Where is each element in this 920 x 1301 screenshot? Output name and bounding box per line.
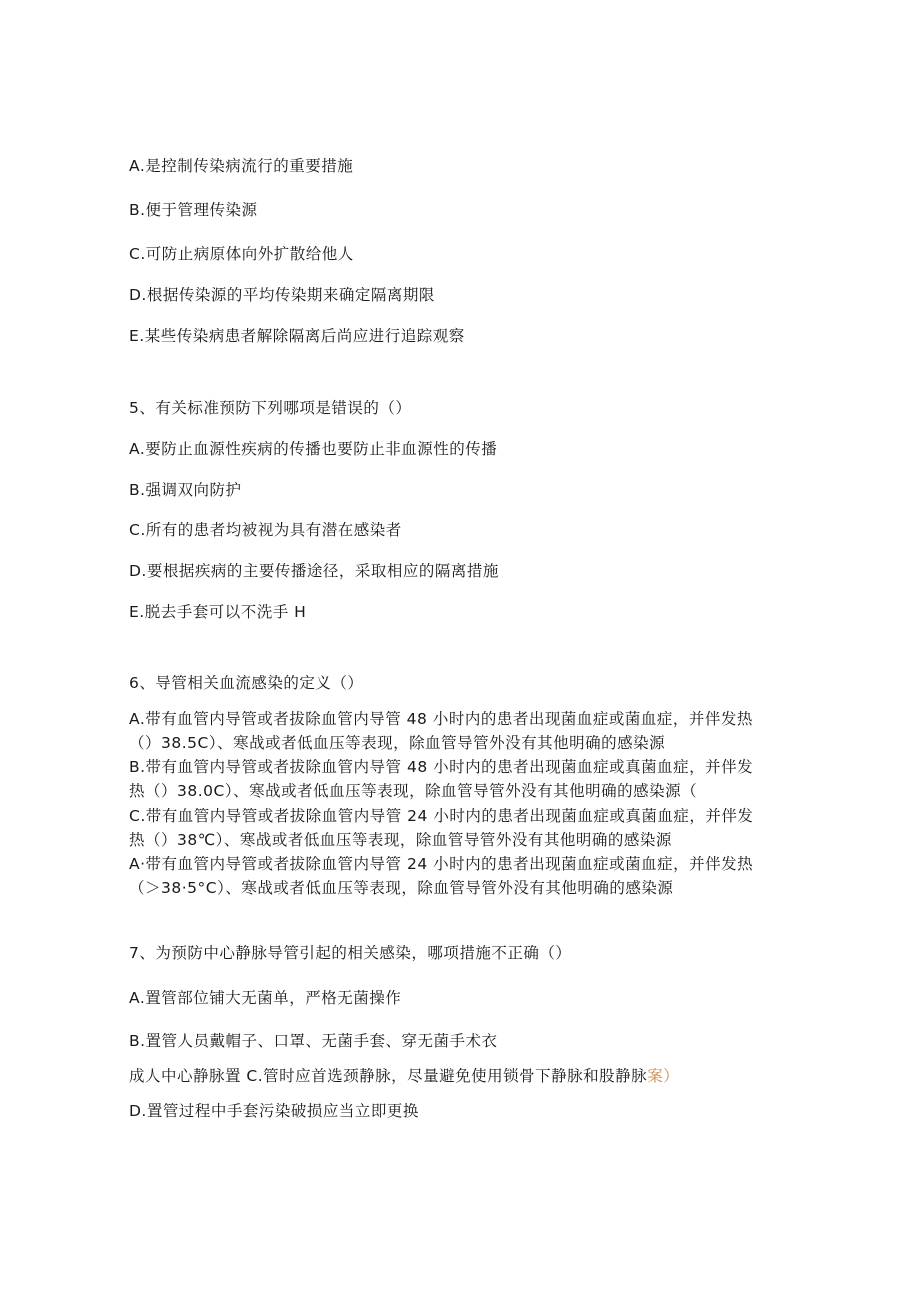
q4-option-d: D.根据传染源的平均传染期来确定隔离期限	[129, 286, 435, 304]
q6-option-c-line2: 热（）38℃）、寒战或者低血压等表现，除血管导管外没有其他明确的感染源	[129, 831, 672, 849]
q6-question: 6、导管相关血流感染的定义（）	[129, 674, 364, 692]
answer-mark: 案）	[647, 1067, 680, 1085]
q6-option-a-line1: A.带有血管内导管或者拔除血管内导管 48 小时内的患者出现菌血症或菌血症，并伴发热	[129, 710, 753, 728]
q7-option-c	[129, 1066, 679, 1086]
q7-option-a: A.置管部位铺大无菌单，严格无菌操作	[129, 989, 402, 1007]
q6-option-d-line1: A·带有血管内导管或者拔除血管内导管 24 小时内的患者出现菌血症或菌血症，并伴发热	[129, 855, 754, 873]
q4-option-b: B.便于管理传染源	[129, 201, 258, 219]
q6-option-a-line2: （）38.5C）、寒战或者低血压等表现，除血管导管外没有其他明确的感染源	[129, 734, 666, 752]
q4-option-a: A.是控制传染病流行的重要措施	[129, 157, 354, 175]
q5-option-a: A.要防止血源性疾病的传播也要防止非血源性的传播	[129, 440, 498, 458]
q7-option-b: B.置管人员戴帽子、口罩、无菌手套、穿无菌手术衣	[129, 1032, 498, 1050]
q7-option-c-text: 成人中心静脉置 C.管时应首选颈静脉，尽量避免使用锁骨下静脉和股静脉	[129, 1067, 648, 1085]
q4-option-e: E.某些传染病患者解除隔离后尚应进行追踪观察	[129, 327, 465, 345]
q5-option-b: B.强调双向防护	[129, 481, 242, 499]
q6-option-c-line1: C.带有血管内导管或者拔除血管内导管 24 小时内的患者出现菌血症或真菌血症，并伴发	[129, 807, 754, 825]
q6-option-b-line2: 热（）38.0C）、寒战或者低血压等表现，除血管导管外没有其他明确的感染源（	[129, 782, 698, 800]
q7-option-d: D.置管过程中手套污染破损应当立即更换	[129, 1102, 419, 1120]
q5-option-d: D.要根据疾病的主要传播途径，采取相应的隔离措施	[129, 562, 499, 580]
q7-question: 7、为预防中心静脉导管引起的相关感染，哪项措施不正确（）	[129, 944, 572, 962]
q6-option-d-line2: （＞38·5°C）、寒战或者低血压等表现，除血管导管外没有其他明确的感染源	[129, 879, 674, 897]
q5-option-c: C.所有的患者均被视为具有潜在感染者	[129, 521, 402, 539]
q4-option-c: C.可防止病原体向外扩散给他人	[129, 245, 354, 263]
q6-option-b-line1: B.带有血管内导管或者拔除血管内导管 48 小时内的患者出现菌血症或真菌血症，并伴发	[129, 758, 754, 776]
q5-question: 5、有关标准预防下列哪项是错误的（）	[129, 399, 412, 417]
q5-option-e: E.脱去手套可以不洗手 H	[129, 603, 307, 621]
